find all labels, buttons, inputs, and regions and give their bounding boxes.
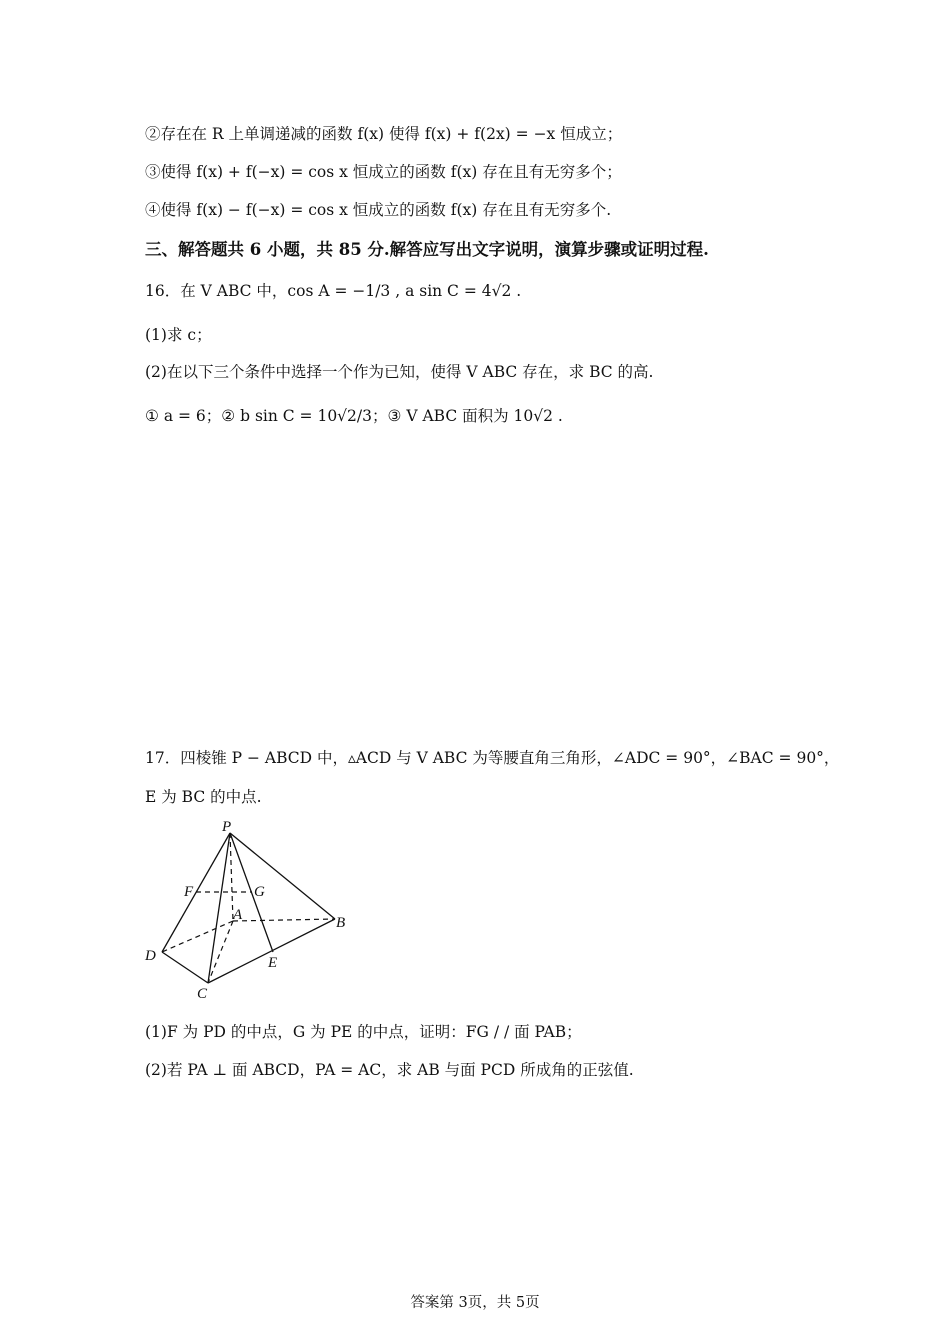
label-C: C <box>197 986 208 1002</box>
question-16-part-1: (1)求 c； <box>145 326 212 344</box>
label-A: A <box>233 907 243 923</box>
statement-2: ②存在在 R 上单调递减的函数 f(x) 使得 f(x) + f(2x) = −x 恒成立； <box>145 125 623 143</box>
question-16: 16．在 V ABC 中，cos A = −1/3 , a sin C = 4√2 . <box>145 282 522 300</box>
label-P: P <box>222 819 232 835</box>
question-16-options: ① a = 6；② b sin C = 10√2/3；③ V ABC 面积为 10√2 . <box>145 407 563 425</box>
statement-4: ④使得 f(x) − f(−x) = cos x 恒成立的函数 f(x) 存在且有无穷多个. <box>145 201 612 219</box>
question-17-part-1: (1)F 为 PD 的中点，G 为 PE 的中点，证明：FG / / 面 PAB； <box>145 1023 582 1041</box>
question-17-cont: E 为 BC 的中点. <box>145 788 262 806</box>
label-D: D <box>145 948 156 964</box>
question-16-part-2: (2)在以下三个条件中选择一个作为已知，使得 V ABC 存在，求 BC 的高. <box>145 363 654 381</box>
statement-3: ③使得 f(x) + f(−x) = cos x 恒成立的函数 f(x) 存在且有无穷多个； <box>145 163 622 181</box>
label-E: E <box>268 955 278 971</box>
edge-PC <box>208 833 230 983</box>
edge-AC <box>208 921 233 983</box>
edge-DC <box>162 952 208 983</box>
label-B: B <box>336 915 346 931</box>
question-17-part-2: (2)若 PA ⊥ 面 ABCD，PA = AC，求 AB 与面 PCD 所成角的正弦值. <box>145 1061 634 1079</box>
label-F: F <box>184 884 194 900</box>
section-heading: 三、解答题共 6 小题，共 85 分.解答应写出文字说明，演算步骤或证明过程. <box>145 240 709 259</box>
page-footer: 答案第 3页，共 5页 <box>410 1295 540 1311</box>
question-17: 17．四棱锥 P − ABCD 中，▵ACD 与 V ABC 为等腰直角三角形，∠ADC = 90°，∠BAC = 90°， <box>145 749 840 767</box>
pyramid-figure <box>140 815 360 1005</box>
edge-CB <box>208 919 335 983</box>
label-G: G <box>254 884 265 900</box>
edge-AB <box>233 919 335 921</box>
